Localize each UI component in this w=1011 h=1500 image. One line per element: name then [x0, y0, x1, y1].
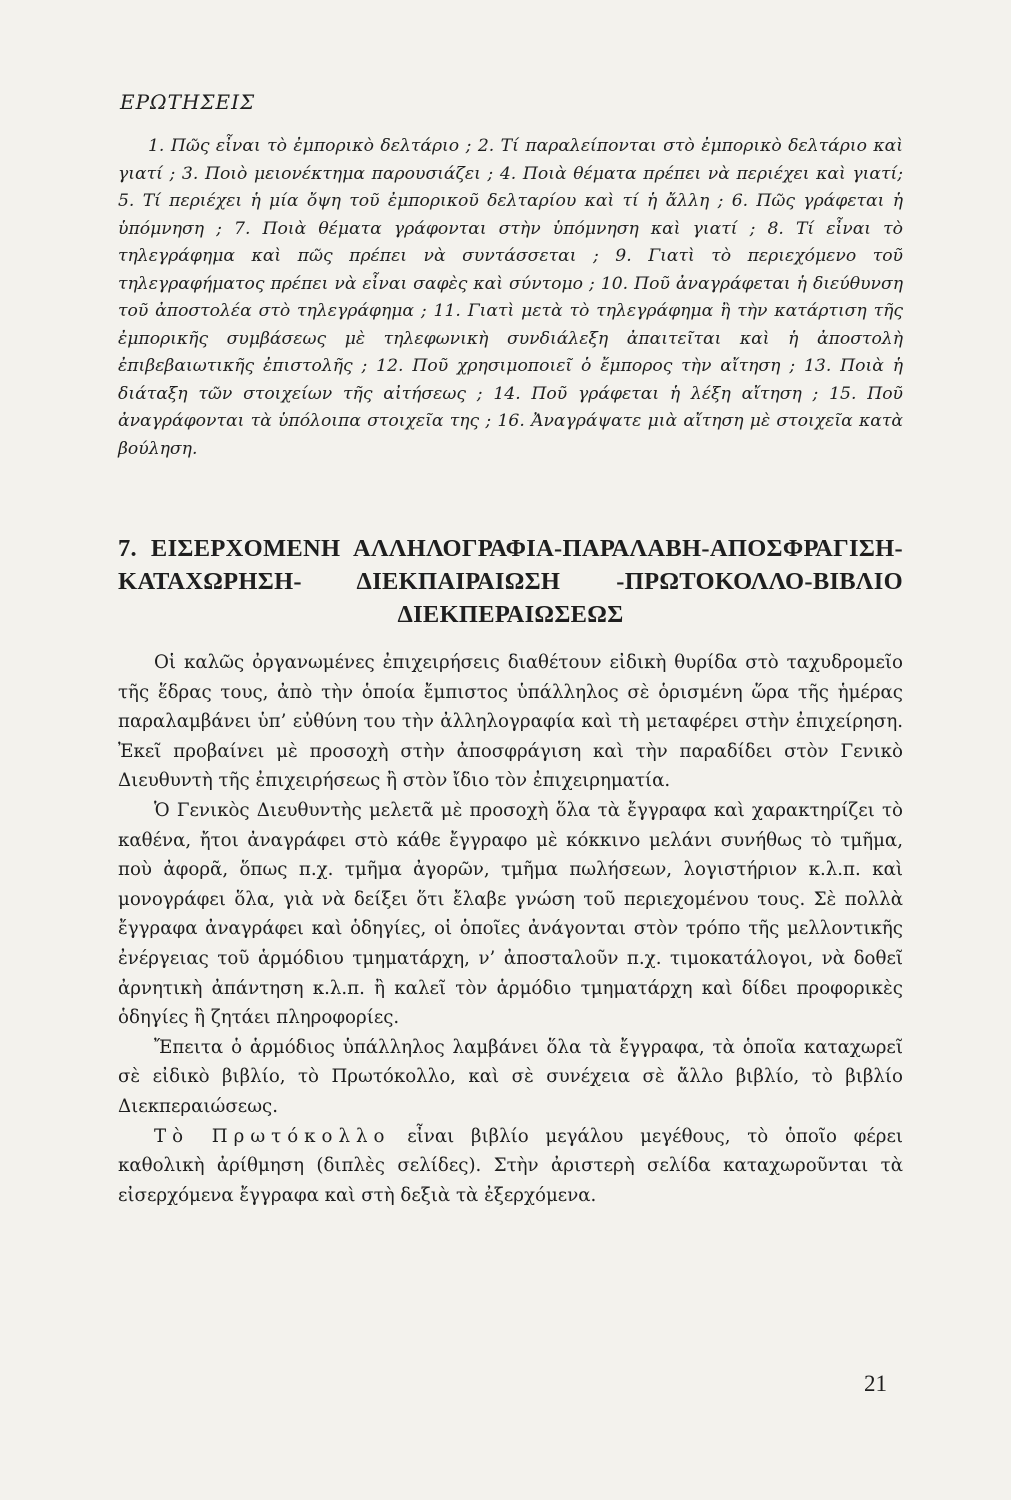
body-paragraph-4	[118, 1122, 903, 1211]
chapter-heading: 7. ΕΙΣΕΡΧΟΜΕΝΗ ΑΛΛΗΛΟΓΡΑΦΙΑ-ΠΑΡΑΛΑΒΗ-ΑΠΟΣΦΡΑΓΙΣΗ- ΚΑΤΑΧΩΡΗΣΗ- ΔΙΕΚΠΑΙΡΑΙΩΣΗ -ΠΡΩΤΟΚΟΛΛΟ-ΒΙΒΛΙΟ ΔΙΕΚΠΕΡΑΙΩΣΕΩΣ	[118, 535, 903, 628]
body-paragraph-2: Ὁ Γενικὸς Διευθυντὴς μελετᾶ μὲ προσοχὴ ὅλα τὰ ἔγγραφα καὶ χαρακτηρίζει τὸ καθένα, ἤτοι ἀναγράφει στὸ κάθε ἔγγραφο μὲ κόκκινο μελάνι συνήθως τὸ τμῆμα, ποὺ ἀφορᾶ, ὅπως π.χ. τμῆμα ἀγορῶν, τμῆμα πωλήσεων, λογιστήριον κ.λ.π. καὶ μονογράφει ὅλα, γιὰ νὰ δείξει ὅτι ἔλαβε γνώση τοῦ περιεχομένου τους. Σὲ πολλὰ ἔγγραφα ἀναγράφει καὶ ὁδηγίες, οἱ ὁποῖες ἀνάγονται στὸν τρόπο τῆς μελλοντικῆς ἐνέργειας τοῦ ἁρμόδιου τμηματάρχη, ν’ ἀποσταλοῦν π.χ. τιμοκατάλογοι, νὰ δοθεῖ ἀρνητικὴ ἀπάντηση κ.λ.π. ἢ καλεῖ τὸν ἁρμόδιο τμηματάρχη καὶ δίδει προφορικὲς ὁδηγίες ἢ ζητάει πληροφορίες.	[118, 799, 903, 1029]
spaced-term-protokollo: Τὸ Πρωτόκολλο	[154, 1125, 391, 1147]
body-paragraph-4-text: εἶναι βιβλίο μεγάλου μεγέθους, τὸ ὁποῖο φέρει καθολικὴ ἀρίθμηση (διπλὲς σελίδες). Στὴν ἀριστερὴ σελίδα καταχωροῦνται τὰ εἰσερχόμενα ἔγγραφα καὶ στὴ δεξιὰ τὰ ἐξερχόμενα.	[118, 1125, 904, 1206]
chapter-body	[118, 648, 903, 1210]
section-title-questions: ΕΡΩΤΗΣΕΙΣ	[120, 90, 256, 114]
body-paragraph-1: Οἱ καλῶς ὀργανωμένες ἐπιχειρήσεις διαθέτουν εἰδικὴ θυρίδα στὸ ταχυδρομεῖο τῆς ἕδρας τους, ἀπὸ τὴν ὁποία ἔμπιστος ὑπάλληλος σὲ ὁρισμένη ὥρα τῆς ἡμέρας παραλαμβάνει ὑπ’ εὐθύνη του τὴν ἀλληλογραφία καὶ τὴ μεταφέρει στὴν ἐπιχείρηση. Ἐκεῖ προβαίνει μὲ προσοχὴ στὴν ἀποσφράγιση καὶ τὴν παραδίδει στὸν Γενικὸ Διευθυντὴ τῆς ἐπιχειρήσεως ἢ στὸν ἴδιο τὸν ἐπιχειρηματία.	[118, 652, 903, 792]
body-paragraph-3: Ἔπειτα ὁ ἁρμόδιος ὑπάλληλος λαμβάνει ὅλα τὰ ἔγγραφα, τὰ ὁποῖα καταχωρεῖ σὲ εἰδικὸ βιβλίο, τὸ Πρωτόκολλο, καὶ σὲ συνέχεια σὲ ἄλλο βιβλίο, τὸ βιβλίο Διεκπεραιώσεως.	[118, 1036, 903, 1117]
page-number: 21	[864, 1371, 887, 1396]
questions-paragraph: 1. Πῶς εἶναι τὸ ἐμπορικὸ δελτάριο ; 2. Τί παραλείπονται στὸ ἐμπορικὸ δελτάριο καὶ γιατί ; 3. Ποιὸ μειονέκτημα παρουσιάζει ; 4. Ποιὰ θέματα πρέπει νὰ περιέχει καὶ γιατί; 5. Τί περιέχει ἡ μία ὄψη τοῦ ἐμπορικοῦ δελταρίου καὶ τί ἡ ἄλλη ; 6. Πῶς γράφεται ἡ ὑπόμνηση ; 7. Ποιὰ θέματα γράφονται στὴν ὑπόμνηση καὶ γιατί ; 8. Τί εἶναι τὸ τηλεγράφημα καὶ πῶς πρέπει νὰ συντάσσεται ; 9. Γιατὶ τὸ περιεχόμενο τοῦ τηλεγραφήματος πρέπει νὰ εἶναι σαφὲς καὶ σύντομο ; 10. Ποῦ ἀναγράφεται ἡ διεύθυνση τοῦ ἀποστολέα στὸ τηλεγράφημα ; 11. Γιατὶ μετὰ τὸ τηλεγράφημα ἢ τὴν κατάρτιση τῆς ἐμπορικῆς συμβάσεως μὲ τηλεφωνικὴ συνδιάλεξη ἀπαιτεῖται καὶ ἡ ἀποστολὴ ἐπιβεβαιωτικῆς ἐπιστολῆς ; 12. Ποῦ χρησιμοποιεῖ ὁ ἔμπορος τὴν αἴτηση ; 13. Ποιὰ ἡ διάταξη τῶν στοιχείων τῆς αἰτήσεως ; 14. Ποῦ γράφεται ἡ λέξη αἴτηση ; 15. Ποῦ ἀναγράφονται τὰ ὑπόλοιπα στοιχεῖα της ; 16. Ἀναγράψατε μιὰ αἴτηση μὲ στοιχεῖα κατὰ βούληση.	[118, 136, 903, 459]
